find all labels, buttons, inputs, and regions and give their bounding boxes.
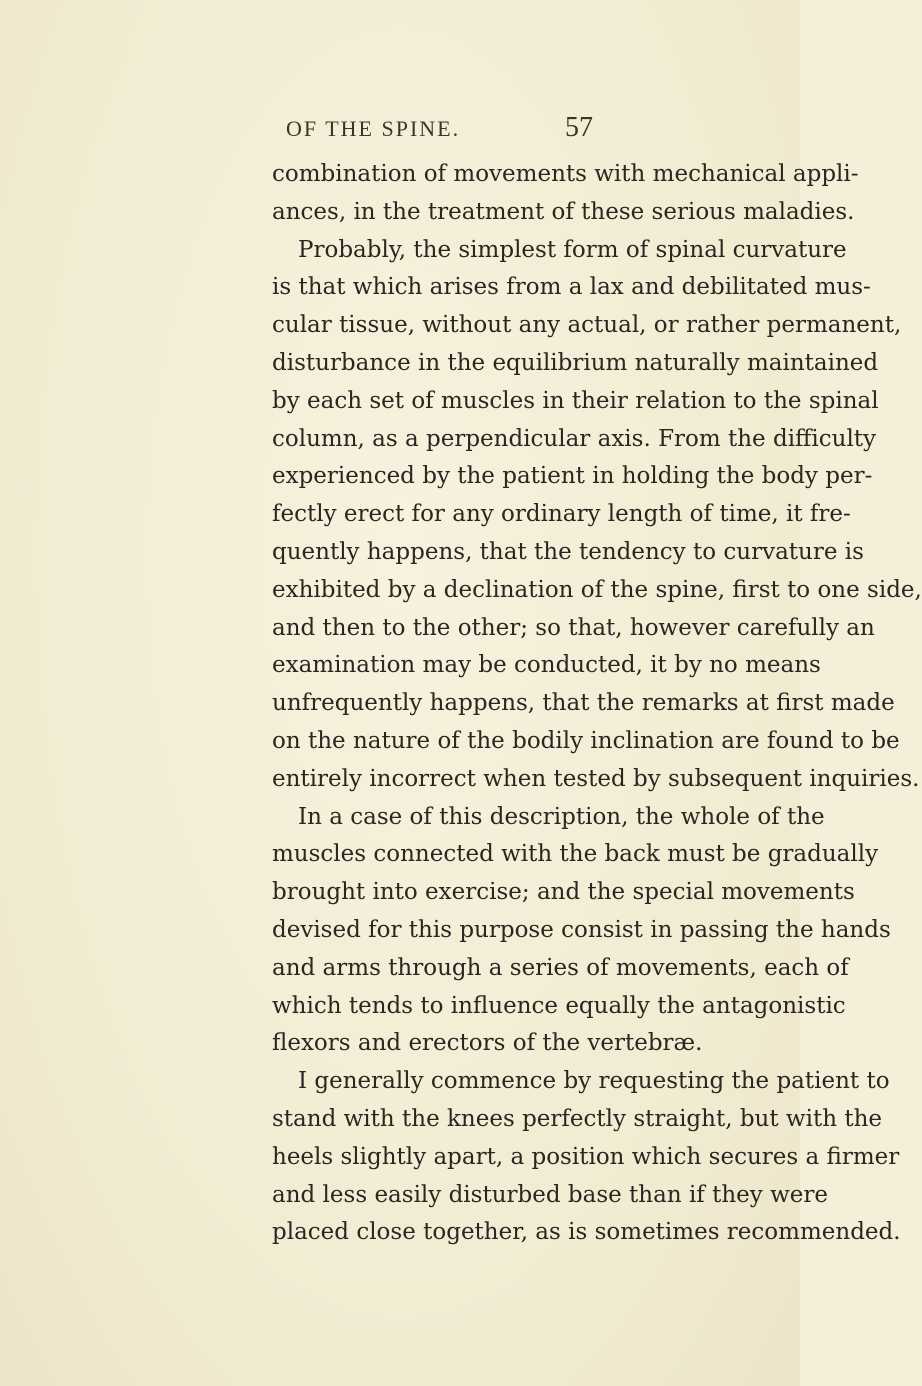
text-line: by each set of muscles in their relation to the spinal: [272, 387, 879, 414]
text-line: and arms through a series of movements, each of: [272, 954, 849, 981]
text-line: experienced by the patient in holding the body per-: [272, 463, 873, 490]
text-line: placed close together, as is sometimes recommended.: [272, 1219, 901, 1246]
text-line: devised for this purpose consist in passing the hands: [272, 916, 891, 943]
text-line: disturbance in the equilibrium naturally maintained: [272, 349, 879, 376]
text-line: combination of movements with mechanical appli-: [272, 161, 859, 187]
text-line: and less easily disturbed base than if they were: [272, 1181, 828, 1208]
text-line: examination may be conducted, it by no means: [272, 652, 821, 679]
text-line: which tends to influence equally the antagonistic: [272, 992, 846, 1019]
text-line: muscles connected with the back must be gradually: [272, 841, 879, 868]
text-line: on the nature of the bodily inclination are found to be: [272, 727, 900, 754]
running-head: [0, 112, 800, 146]
text-line: stand with the knees perfectly straight, but with the: [272, 1105, 882, 1132]
text-line: Probably, the simplest form of spinal curvature: [298, 236, 847, 263]
text-line: brought into exercise; and the special movements: [272, 879, 855, 906]
text-line: heels slightly apart, a position which secures a firmer: [272, 1143, 900, 1170]
text-line: entirely incorrect when tested by subsequent inquiries.: [272, 765, 920, 792]
text-line: column, as a perpendicular axis. From the difficulty: [272, 425, 877, 452]
text-line: In a case of this description, the whole of the: [298, 803, 825, 830]
text-line: and then to the other; so that, however carefully an: [272, 614, 875, 641]
text-line: unfrequently happens, that the remarks at first made: [272, 690, 895, 717]
page-number: 57: [565, 112, 593, 143]
text-line: fectly erect for any ordinary length of time, it fre-: [272, 501, 851, 528]
text-line: is that which arises from a lax and debilitated mus-: [272, 274, 871, 301]
body-text: [272, 156, 922, 1252]
text-line: I generally commence by requesting the patient to: [298, 1068, 890, 1095]
text-line: ances, in the treatment of these serious maladies.: [272, 198, 855, 225]
text-line: exhibited by a declination of the spine, first to one side,: [272, 576, 922, 603]
text-line: flexors and erectors of the vertebræ.: [272, 1030, 703, 1057]
text-line: quently happens, that the tendency to curvature is: [272, 538, 864, 565]
text-line: cular tissue, without any actual, or rather permanent,: [272, 312, 902, 339]
running-title: OF THE SPINE.: [286, 116, 461, 141]
